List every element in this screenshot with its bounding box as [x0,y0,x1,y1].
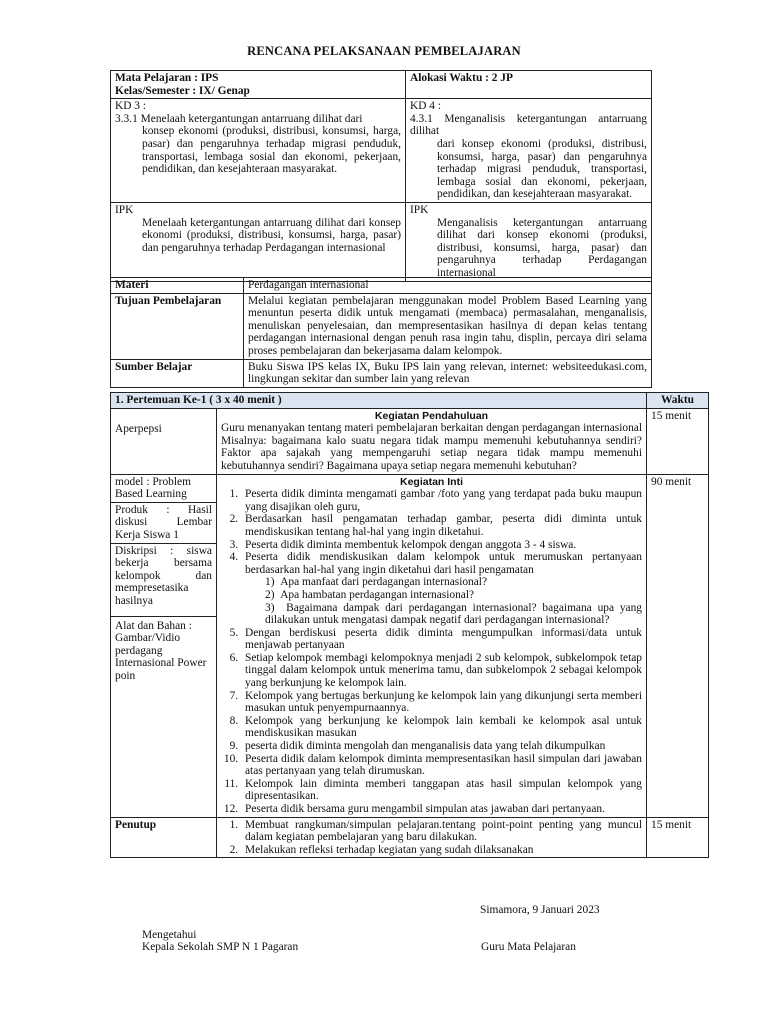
inti-substep: 2) Apa hambatan perdagangan internasional? [265,588,475,601]
pertemuan-table [110,392,709,858]
inti-step: 3. Peserta didik diminta membentuk kelompok dengan anggota 3 - 4 siswa. [241,539,642,552]
subject-label: Mata Pelajaran : IPS [115,72,219,84]
inti-step: 1. Peserta didik diminta mengamati gambar /foto yang yang terdapat pada buku maupun yang disajikan oleh guru, [241,488,642,513]
kd3-text: konsep ekonomi (produksi, distribusi, konsumsi, harga, pasar) dan pengaruhnya terhadap migrasi penduduk, transportasi, lembaga sosial dan ekonomi, pekerjaan, pendidikan, dan kesejahteraan masyarakat. [142,125,401,176]
time-allocation-cell: Alokasi Waktu : 2 JP [406,71,652,99]
penutup-steps [221,819,642,857]
inti-step-text: Peserta didik mendiskusikan dalam kelompok untuk merumuskan pertanyaan berdasarkan hal-hal yang ingin diketahui dari hasil pengamatan [245,551,642,576]
kd3-cell [111,99,406,203]
inti-substep: 1) Apa manfaat dari perdagangan internasional? [265,576,488,589]
materi-value: Perdagangan internasional [244,278,652,294]
inti-substep: 3) Bagaimana dampak dari perdagangan internasional? bagaimana upa yang dilakukan untuk mengatasi dampak negatif dari perdagangan internasional? [265,601,642,627]
inti-step: 5. Dengan berdiskusi peserta didik diminta mengumpulkan informasi/data untuk menjawab pertanyaan [241,627,642,652]
kd3-label: KD 3 : [115,100,147,113]
inti-time: 90 menit [647,474,709,817]
inti-steps [221,488,642,815]
waktu-header: Waktu [647,393,709,409]
kd3-first-line: Menelaah ketergantungan antarruang dilihat dari [140,112,363,125]
kd4-text: dari konsep ekonomi (produksi, distribusi, konsumsi, harga, pasar) dan pengaruhnya terhadap migrasi penduduk, transportasi, lembaga sosial dan ekonomi, pekerjaan, pendidikan, dan kesejahteraan masyarakat. [437,137,647,201]
model-label: model : Problem Based Learning [111,475,216,503]
sumber-value: Buku Siswa IPS kelas IX, Buku IPS lain yang relevan, internet: websiteedukasi.com, lingkungan sekitar dan sumber lain yang relevan [244,359,652,387]
class-semester-label: Kelas/Semester : IX/ Genap [115,84,250,97]
pertemuan-heading: 1. Pertemuan Ke-1 ( 3 x 40 menit ) [111,393,647,409]
inti-title: Kegiatan Inti [399,475,463,488]
signature-date: Simamora, 9 Januari 2023 [480,904,600,916]
kd3-number: 3.3.1 [115,112,138,125]
inti-step: 9. peserta didik diminta mengolah dan menganalisis data yang telah dikumpulkan [241,740,642,753]
produk-label: Produk : Hasil diskusi Lembar Kerja Siswa 1 [111,503,216,544]
penutup-cell [217,817,647,858]
inti-substeps [245,576,642,626]
inti-step: 12. Peserta didik bersama guru mengambil simpulan atas jawaban dari pertanyaan. [241,803,642,816]
penutup-time: 15 menit [647,817,709,858]
inti-step: 8. Kelompok yang berkunjung ke kelompok lain kembali ke kelompok asal untuk mendiskusikan masukan [241,715,642,740]
signature-kepsek: Kepala Sekolah SMP N 1 Pagaran [142,941,299,953]
materi-table [110,277,652,388]
inti-step: 2. Berdasarkan hasil pengamatan terhadap gambar, peserta didi diminta untuk mendiskusikan tentang hal-hal yang ingin diketahui. [241,513,642,538]
ipk-left-label: IPK [115,203,134,216]
signature-mengetahui: Mengetahui [142,929,197,941]
penutup-step: 1. Membuat rangkuman/simpulan pelajaran.tentang point-point penting yang muncul dalam kegiatan pembelajaran yang baru dilakukan. [241,819,642,844]
diskripsi-label: Diskripsi : siswa bekerja bersama kelompok dan mempresetasika hasilnya [111,544,216,617]
ipk-right-text: Menganalisis ketergantungan antarruang dilihat dari konsep ekonomi (produksi, distribusi, konsumsi, harga, pasar) dan pengaruhnya terhadap Perdagangan internasional [437,216,647,279]
kd4-cell [406,99,652,203]
tujuan-label: Tujuan Pembelajaran [111,293,244,359]
pendahuluan-title: Kegiatan Pendahuluan [374,409,489,422]
apersepsi-label: Aperpepsi [111,408,217,474]
kd4-label: KD 4 : [410,100,442,113]
pendahuluan-time: 15 menit [647,408,709,474]
materi-label: Materi [111,278,244,294]
inti-cell [217,474,647,817]
kd4-first-line: Menganalisis ketergantungan antarruang dilihat [410,112,647,138]
document-title: RENCANA PELAKSANAAN PEMBELAJARAN [247,44,521,58]
inti-step: 11. Kelompok lain diminta memberi tanggapan atas hasil simpulan kelompok yang dipresentasikan. [241,778,642,803]
inti-step: 7. Kelompok yang bertugas berkunjung ke kelompok lain yang dikunjungi serta memberi masukan untuk penyempurnaannya. [241,690,642,715]
subject-cell [111,71,406,99]
sumber-label: Sumber Belajar [111,359,244,387]
penutup-label: Penutup [111,817,217,858]
inti-step [241,551,642,627]
ipk-right-label: IPK [410,203,429,216]
tujuan-value: Melalui kegiatan pembelajaran menggunakan model Problem Based Learning yang menuntun peserta didik untuk mengamati (membaca) permasalahan, menganalisis, menuliskan penyelesaian, dan mempresentasikan hasilnya di depan kelas tentang perdagangan internasional dengan penuh rasa ingin tahu, displin, percaya diri selama proses pembelajaran dan bekerjasama dalam kelompok. [244,293,652,359]
apersepsi-text: Guru menanyakan tentang materi pembelajaran berkaitan dengan perdagangan internasional Misalnya: bagaimana kalo suatu negara tidak mampu memenuhi kebutuhannya sendiri? Faktor apa sajakah yang mempengaruhi setiap negara tidak mampu memenuhi kebutuhannya sendiri? Bagaimana upaya setiap negara memenuhi kebutuhan? [221,422,642,472]
ipk-left-cell [111,202,406,281]
kd4-number: 4.3.1 [410,112,433,125]
kd-table [110,70,652,282]
inti-side-cell [111,474,217,817]
inti-step: 6. Setiap kelompok membagi kelompoknya menjadi 2 sub kelompok, subkelompok tetap tinggal dalam kelompok untuk menerima tamu, dan subkelompok 2 sebagai kelompok yang berkunjung ke kelompok lain. [241,652,642,690]
ipk-right-cell [406,202,652,281]
signature-guru: Guru Mata Pelajaran [481,941,576,953]
inti-step: 10. Peserta didik dalam kelompok diminta mempresentasikan hasil simpulan dari jawaban atas pertanyaan yang telah dirumuskan. [241,753,642,778]
penutup-step: 2. Melakukan refleksi terhadap kegiatan yang sudah dilaksanakan [241,844,642,857]
pendahuluan-cell [217,408,647,474]
alat-label: Alat dan Bahan : Gambar/Vidio perdagang Internasional Power poin [115,619,207,682]
ipk-left-text: Menelaah ketergantungan antarruang dilihat dari konsep ekonomi (produksi, distribusi, konsumsi, harga, pasar) dan pengaruhnya terhadap Perdagangan internasional [142,216,401,254]
